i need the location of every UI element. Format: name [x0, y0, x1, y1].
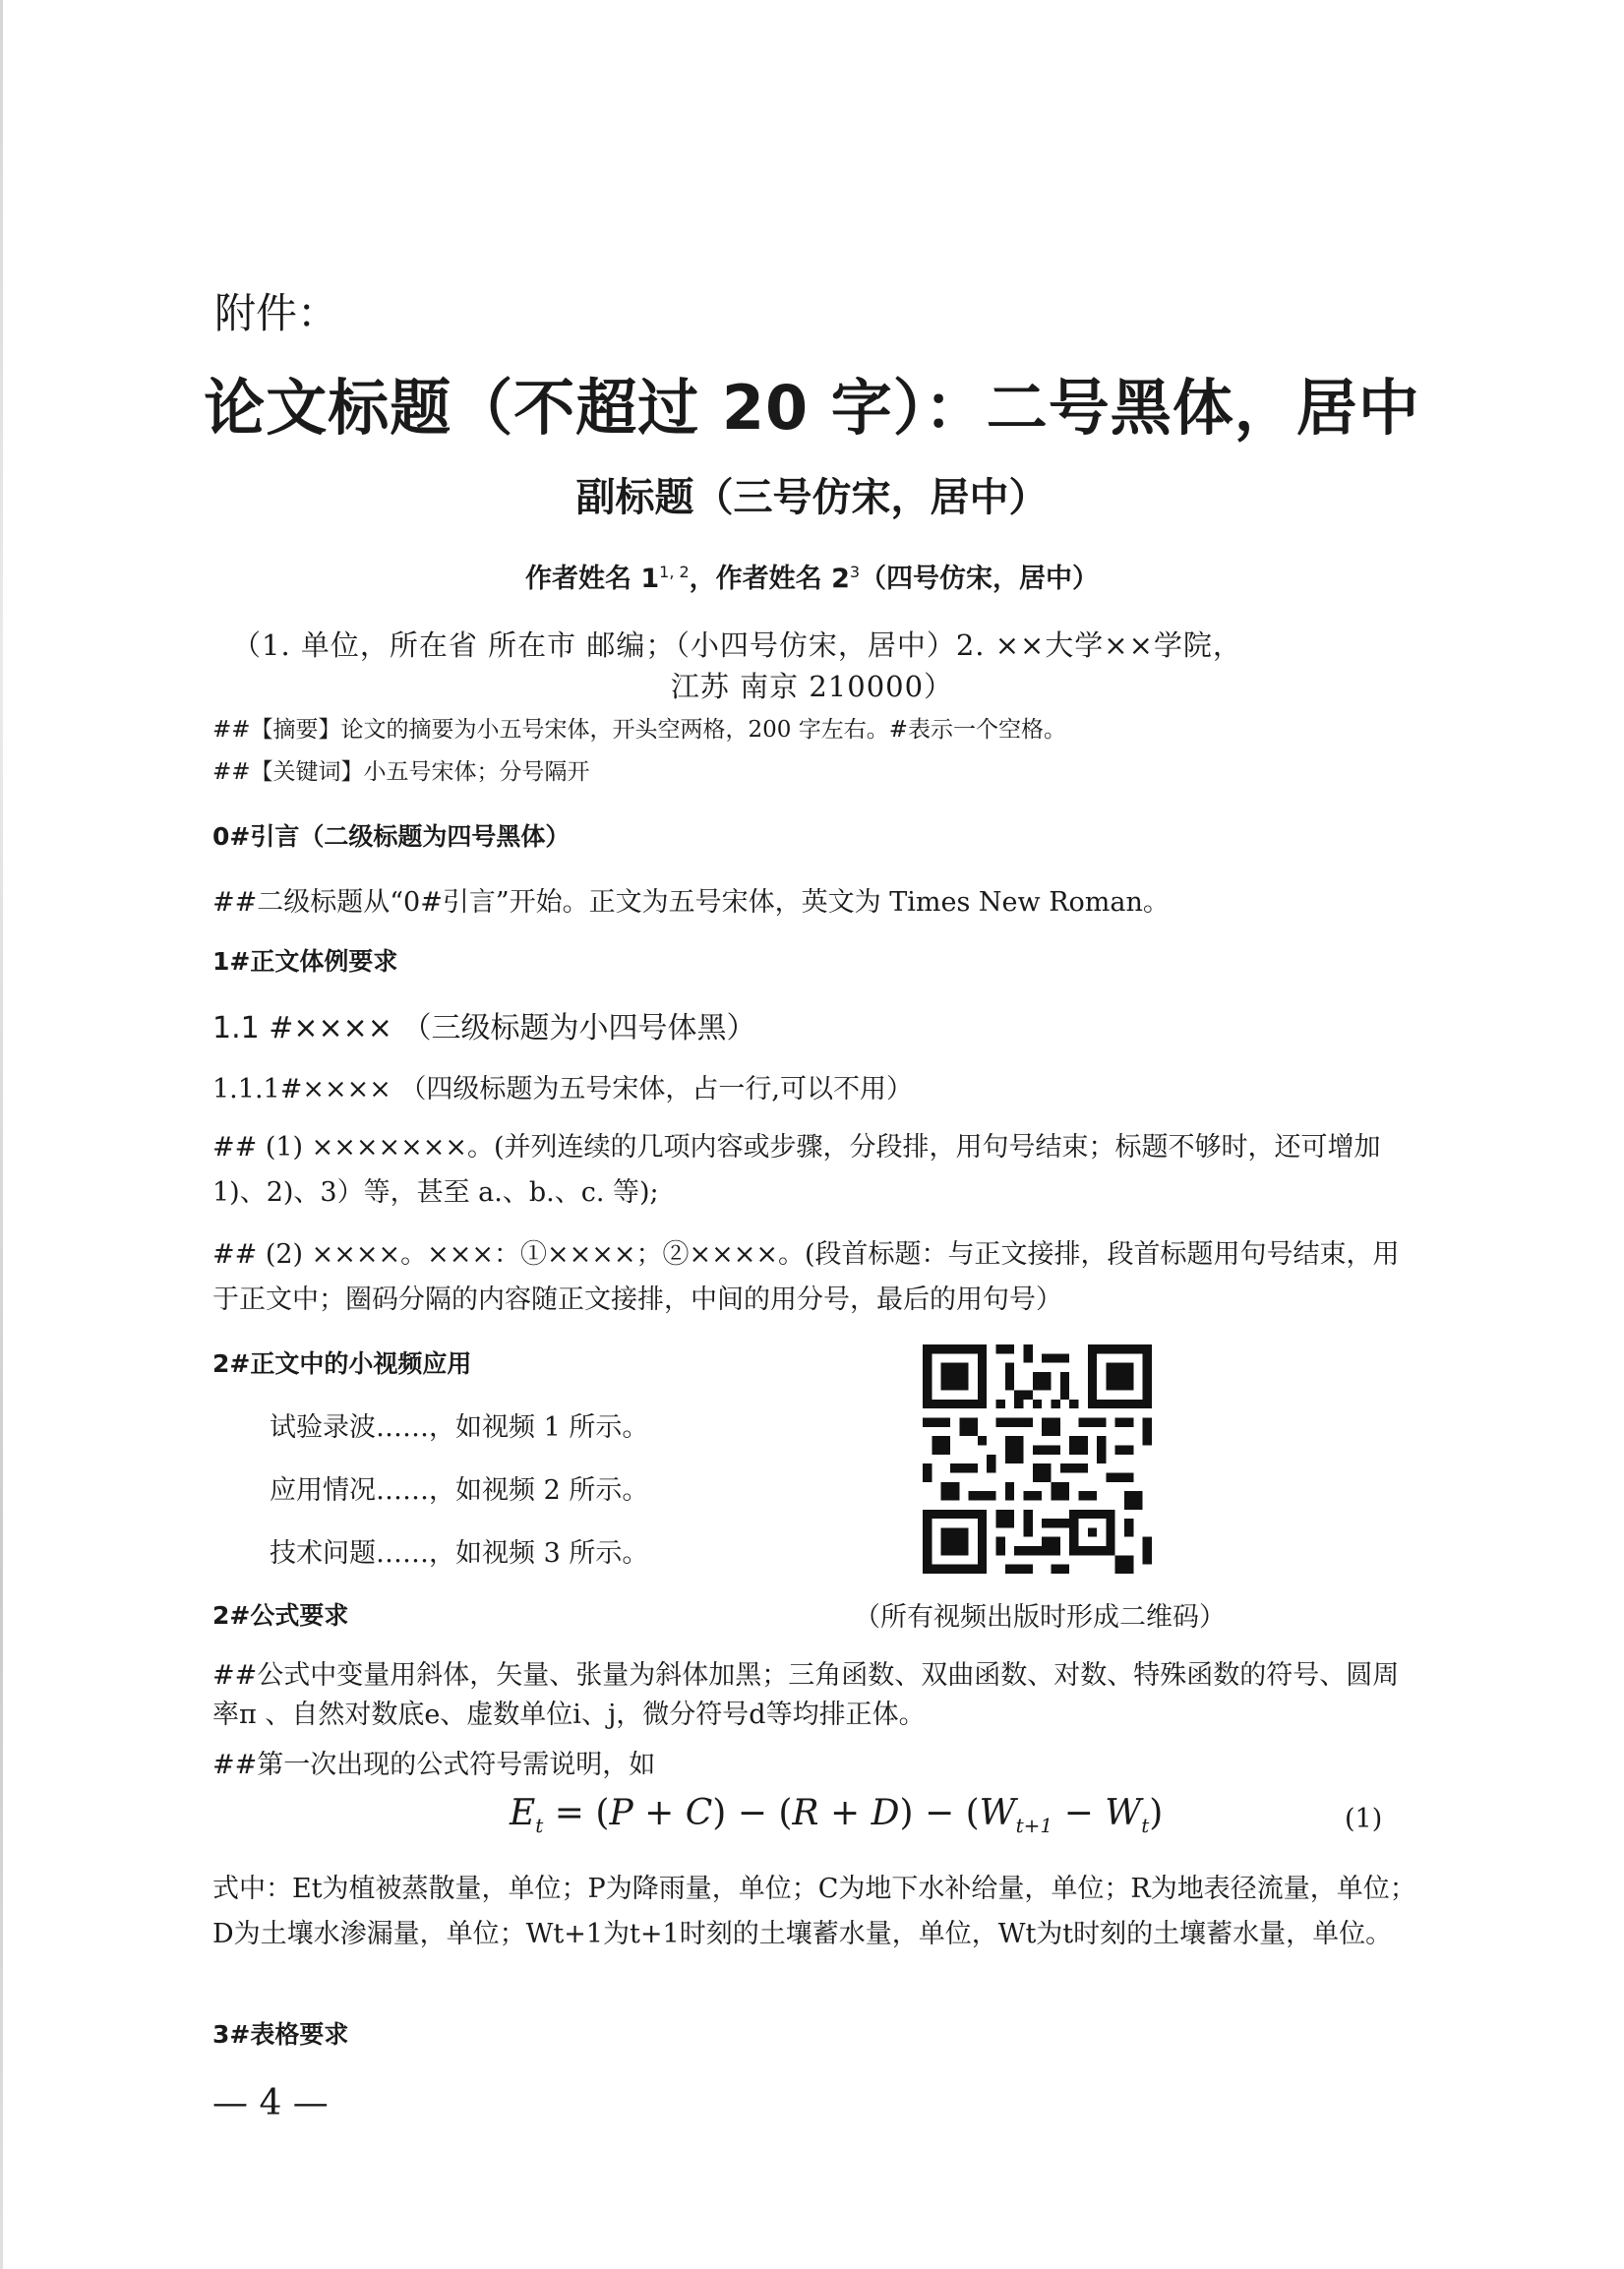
paper-title: 论文标题（不超过 20 字）：二号黑体，居中	[204, 372, 1420, 444]
abstract: ##【摘要】论文的摘要为小五号宋体，开头空两格，200 字左右。#表示一个空格。	[212, 717, 1067, 743]
intro-heading: 0#引言（二级标题为四号黑体）	[212, 822, 571, 851]
list-item-2: ## (2) ××××。×××：①××××；②××××。(段首标题：与正文接排，段首标题用句号结束，用于正文中；圈码分隔的内容随正文接排，中间的用分号，最后的用句号）	[212, 1239, 1400, 1315]
formula-heading: 2#公式要求	[212, 1601, 349, 1630]
formula-rules: ##公式中变量用斜体，矢量、张量为斜体加黑；三角函数、双曲函数、对数、特殊函数的符号、圆周率π 、自然对数底e、虚数单位i、j，微分符号d等均排正体。	[212, 1660, 1400, 1730]
video-line-3: 技术问题……，如视频 3 所示。	[270, 1538, 649, 1569]
affiliation-line-2: 江苏 南京 210000）	[670, 670, 954, 703]
page-number: — 4 —	[212, 2083, 329, 2123]
intro-text: ##二级标题从“0#引言”开始。正文为五号宋体，英文为 Times New Roman。	[212, 887, 1170, 918]
video-line-2: 应用情况……，如视频 2 所示。	[270, 1475, 649, 1506]
affiliation-line-1: （1. 单位，所在省 所在市 邮编；（小四号仿宋，居中）2. ××大学××学院，	[232, 628, 1242, 662]
video-heading: 2#正文中的小视频应用	[212, 1349, 472, 1378]
author-2: ，作者姓名 2	[689, 564, 850, 594]
author-2-sup: 3	[849, 563, 861, 581]
author-note: （四号仿宋，居中）	[860, 564, 1100, 594]
level4-heading: 1.1.1#×××× （四级标题为五号宋体，占一行,可以不用）	[212, 1074, 913, 1105]
video-line-1: 试验录波……，如视频 1 所示。	[270, 1412, 649, 1443]
attachment-label: 附件：	[214, 289, 339, 337]
level3-heading: 1.1 #×××× （三级标题为小四号体黑）	[212, 1011, 756, 1045]
scan-edge	[0, 0, 3, 2269]
table-heading: 3#表格要求	[212, 2020, 349, 2049]
qr-code[interactable]	[923, 1344, 1152, 1574]
author-line	[0, 557, 1624, 595]
author-1: 作者姓名 1	[524, 564, 660, 594]
where-text: 式中：Et为植被蒸散量，单位；P为降雨量，单位；C为地下水补给量，单位；R为地表径流量，单位；D为土壤水渗漏量，单位；Wt+1为t+1时刻的土壤蓄水量，单位，Wt为t时刻的土壤蓄水量，单位。	[212, 1874, 1416, 1949]
author-1-sup: 1, 2	[659, 563, 690, 581]
body-heading: 1#正文体例要求	[212, 947, 398, 976]
equation: $E_t = (P + C) - (R + D) - (W_{t+1} - W_t)$	[510, 1793, 1164, 1838]
list-item-1: ## (1) ×××××××。(并列连续的几项内容或步骤，分段排，用句号结束；标题不够时，还可增加 1)、2)、3）等，甚至 a.、b.、c. 等);	[212, 1132, 1381, 1208]
equation-number: (1)	[1345, 1804, 1383, 1834]
keywords: ##【关键词】小五号宋体；分号隔开	[212, 759, 590, 785]
paper-subtitle: 副标题（三号仿宋，居中）	[575, 475, 1049, 520]
qr-caption: （所有视频出版时形成二维码）	[854, 1602, 1226, 1633]
formula-note: ##第一次出现的公式符号需说明，如	[212, 1750, 656, 1780]
